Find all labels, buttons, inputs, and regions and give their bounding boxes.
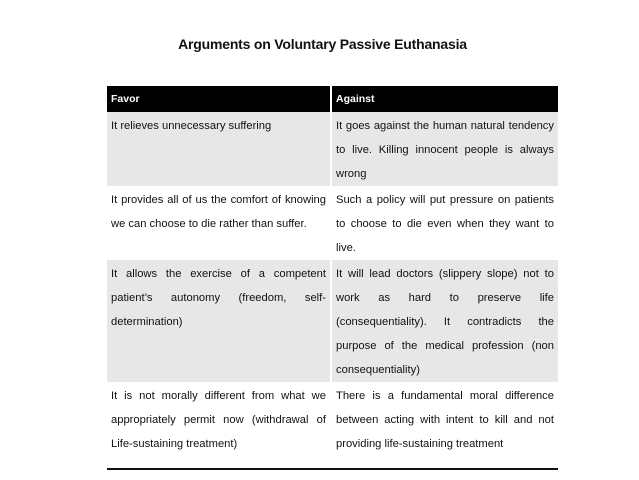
favor-cell: It is not morally different from what we appropriately permit now (withdrawal of Life-sustaining treatment): [107, 382, 332, 456]
table-row: [107, 382, 558, 456]
column-header-against: Against: [332, 86, 558, 112]
arguments-table: [107, 86, 558, 456]
favor-cell: It provides all of us the comfort of knowing we can choose to die rather than suffer.: [107, 186, 332, 260]
favor-cell: It relieves unnecessary suffering: [107, 112, 332, 186]
bottom-divider: [107, 468, 558, 470]
page-title: Arguments on Voluntary Passive Euthanasia: [178, 36, 467, 52]
arguments-table-container: [107, 86, 558, 456]
table-row: [107, 186, 558, 260]
table-row: [107, 112, 558, 186]
favor-cell: It allows the exercise of a competent patient’s autonomy (freedom, self-determination): [107, 260, 332, 382]
column-header-favor: Favor: [107, 86, 332, 112]
against-cell: There is a fundamental moral difference between acting with intent to kill and not providing life-sustaining treatment: [332, 382, 558, 456]
against-cell: Such a policy will put pressure on patients to choose to die even when they want to live.: [332, 186, 558, 260]
against-cell: It goes against the human natural tendency to live. Killing innocent people is always wrong: [332, 112, 558, 186]
table-row: [107, 260, 558, 382]
against-cell: It will lead doctors (slippery slope) not to work as hard to preserve life (consequentiality). It contradicts the purpose of the medical profession (non consequentiality): [332, 260, 558, 382]
table-header-row: [107, 86, 558, 112]
